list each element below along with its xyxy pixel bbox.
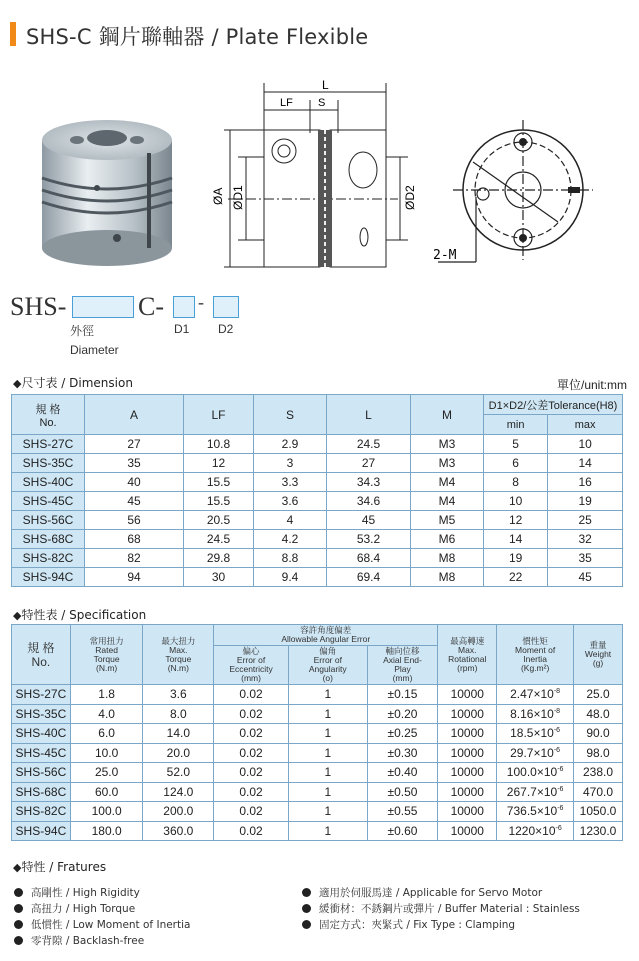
dim-D1-label: ØD1: [231, 185, 245, 210]
value-cell: $18.5\times 10^{-6}$: [497, 724, 574, 744]
feature-item: 低慣性 / Low Moment of Inertia: [14, 917, 190, 932]
feature-item: 零背隙 / Backlash-free: [14, 933, 144, 948]
value-cell: ±0.20: [367, 704, 438, 724]
value-cell: 1050.0: [574, 802, 623, 822]
value-cell: 0.02: [214, 802, 289, 822]
model-cell: SHS-45C: [12, 492, 85, 511]
dimension-heading: ◆尺寸表 / Dimension: [13, 376, 133, 390]
value-cell: 56: [85, 511, 184, 530]
value-cell: 45: [548, 568, 623, 587]
bullet-icon: [14, 888, 23, 897]
value-cell: 45: [85, 492, 184, 511]
value-cell: 20.5: [184, 511, 254, 530]
value-cell: 22: [484, 568, 548, 587]
unit-label: 單位/unit:mm: [556, 378, 627, 392]
model-cell: SHS-56C: [12, 763, 71, 783]
value-cell: 52.0: [143, 763, 214, 783]
dimension-row: [12, 454, 623, 473]
dimension-row: [12, 568, 623, 587]
value-cell: 90.0: [574, 724, 623, 744]
specification-row: [12, 802, 623, 822]
value-cell: 5: [484, 435, 548, 454]
value-cell: 35: [548, 549, 623, 568]
dimension-table: 規 格 No. A LF S L M D1×D2/公差Tolerance(H8) min max SHS-27C 27 10.8 2.9 24.5 M3 5 10 SHS-35C 35 12 3 27 M3 6 14 SHS-40C 40 15.5 3.3 34.3 M4 8 16 SHS-45C 45 15.5 3.6 34.6 M4 10 19 SHS-56C 56 20.5 4 45 M5 12 25 SHS-68C 68 24.5 4.2 53.2 M6 14 32 SHS-82C 82 29.8 8.8 68.4 M8 19 35 SHS-94C 94 30 9.4 69.4 M8 22 45: [11, 394, 623, 587]
value-cell: 10.0: [70, 743, 143, 763]
value-cell: 10: [484, 492, 548, 511]
d2-label: D2: [218, 322, 234, 336]
value-cell: 3.6: [254, 492, 327, 511]
value-cell: 3: [254, 454, 327, 473]
product-photo: [22, 118, 192, 268]
value-cell: 1.8: [70, 685, 143, 705]
feature-item: 高扭力 / High Torque: [14, 901, 135, 916]
dim-S-label: S: [318, 97, 326, 109]
value-cell: $267.7\times 10^{-6}$: [497, 782, 574, 802]
model-cell: SHS-68C: [12, 530, 85, 549]
value-cell: ±0.30: [367, 743, 438, 763]
diameter-label-en: Diameter: [70, 343, 119, 357]
bullet-icon: [14, 936, 23, 945]
model-cell: SHS-56C: [12, 511, 85, 530]
feature-item: 適用於伺服馬達 / Applicable for Servo Motor: [302, 885, 542, 900]
value-cell: 94: [85, 568, 184, 587]
model-cell: SHS-40C: [12, 473, 85, 492]
dim-LF-label: LF: [280, 97, 293, 109]
value-cell: M4: [411, 492, 484, 511]
value-cell: M3: [411, 454, 484, 473]
value-cell: 15.5: [184, 473, 254, 492]
value-cell: 69.4: [327, 568, 411, 587]
specification-row: [12, 763, 623, 783]
dimension-row: [12, 473, 623, 492]
value-cell: 10000: [438, 802, 497, 822]
value-cell: 10.8: [184, 435, 254, 454]
value-cell: ±0.15: [367, 685, 438, 705]
value-cell: 200.0: [143, 802, 214, 822]
value-cell: 238.0: [574, 763, 623, 783]
specification-table: 規 格 No. 常用扭力 Rated Torque (N.m) 最大扭力 Max. Torque (N.m) 容許角度偏差 Allowable Angular Error 最高轉速 Max. Rotational (rpm) 慣性矩 Moment of Inertia (Kg.m²) 重量 Weight (g) 偏心 Error of Eccentricity (mm) 偏角 Error of Angularity (o) 軸向位移 Axial End- Play (mm) SHS-27C 1.8 3.6 0.02 1 ±0.15 10000 $2.47\times 10^{-8}$ 25.0 SHS-35C 4.0 8.0 0.02 1 ±0.20 10000 $8.16\times 10^{-8}$ 48.0 SHS-40C 6.0 14.0 0.02 1 ±0.25 10000 $18.5\times 10^{-6}$ 90.0 SHS-45C 10.0 20.0 0.02 1 ±0.30 10000 $29.7\times 10^{-6}$ 98.0 SHS-56C 25.0 52.0 0.02 1 ±0.40 10000 $100.0\times 10^{-6}$ 238.0 SHS-68C 60.0 124.0 0.02 1 ±0.50 10000 $267.7\times 10^{-6}$ 470.0 SHS-82C 100.0 200.0 0.02 1 ±0.55 10000 $736.5\times 10^{-6}$ 1050.0 SHS-94C 180.0 360.0 0.02 1 ±0.60 10000 $1220\times 10^{-6}$ 1230.0: [11, 624, 623, 841]
value-cell: 24.5: [184, 530, 254, 549]
specification-row: [12, 782, 623, 802]
value-cell: $2.47\times 10^{-8}$: [497, 685, 574, 705]
dimension-row: [12, 511, 623, 530]
value-cell: 60.0: [70, 782, 143, 802]
bullet-icon: [14, 904, 23, 913]
value-cell: 45: [327, 511, 411, 530]
value-cell: 0.02: [214, 782, 289, 802]
bullet-icon: [302, 888, 311, 897]
value-cell: ±0.50: [367, 782, 438, 802]
value-cell: 14.0: [143, 724, 214, 744]
model-cell: SHS-27C: [12, 435, 85, 454]
value-cell: $100.0\times 10^{-6}$: [497, 763, 574, 783]
value-cell: 14: [484, 530, 548, 549]
dimension-row: [12, 435, 623, 454]
value-cell: $736.5\times 10^{-6}$: [497, 802, 574, 822]
value-cell: 360.0: [143, 821, 214, 841]
value-cell: 1: [288, 743, 367, 763]
diameter-label-cn: 外徑: [70, 324, 95, 338]
specification-row: [12, 704, 623, 724]
value-cell: $1220\times 10^{-6}$: [497, 821, 574, 841]
value-cell: 24.5: [327, 435, 411, 454]
front-view-drawing: [428, 112, 633, 277]
value-cell: 53.2: [327, 530, 411, 549]
value-cell: 4: [254, 511, 327, 530]
value-cell: $8.16\times 10^{-8}$: [497, 704, 574, 724]
value-cell: ±0.60: [367, 821, 438, 841]
value-cell: 4.0: [70, 704, 143, 724]
specification-row: [12, 821, 623, 841]
value-cell: 10000: [438, 685, 497, 705]
value-cell: 4.2: [254, 530, 327, 549]
value-cell: 0.02: [214, 724, 289, 744]
value-cell: 8: [484, 473, 548, 492]
value-cell: M5: [411, 511, 484, 530]
model-dash: -: [198, 292, 204, 312]
value-cell: 10: [548, 435, 623, 454]
value-cell: 19: [484, 549, 548, 568]
value-cell: 10000: [438, 743, 497, 763]
value-cell: 1230.0: [574, 821, 623, 841]
model-cell: SHS-45C: [12, 743, 71, 763]
bullet-icon: [302, 904, 311, 913]
value-cell: 1: [288, 685, 367, 705]
exponent: -8: [553, 688, 561, 696]
value-cell: 3.3: [254, 473, 327, 492]
value-cell: 0.02: [214, 743, 289, 763]
value-cell: 98.0: [574, 743, 623, 763]
model-cell: SHS-82C: [12, 549, 85, 568]
dimension-row: [12, 549, 623, 568]
model-cell: SHS-40C: [12, 724, 71, 744]
dimension-row: [12, 530, 623, 549]
value-cell: 6: [484, 454, 548, 473]
value-cell: 0.02: [214, 821, 289, 841]
value-cell: 12: [184, 454, 254, 473]
value-cell: 0.02: [214, 704, 289, 724]
specification-row: [12, 724, 623, 744]
exponent: -6: [557, 766, 564, 774]
value-cell: M8: [411, 549, 484, 568]
value-cell: 32: [548, 530, 623, 549]
value-cell: M8: [411, 568, 484, 587]
exponent: -8: [553, 707, 561, 715]
value-cell: 10000: [438, 782, 497, 802]
exponent: -6: [557, 785, 564, 793]
value-cell: 1: [288, 821, 367, 841]
value-cell: ±0.40: [367, 763, 438, 783]
model-cell: SHS-94C: [12, 821, 71, 841]
value-cell: 8.8: [254, 549, 327, 568]
value-cell: 6.0: [70, 724, 143, 744]
model-prefix: SHS-: [10, 292, 67, 321]
feature-item: 固定方式：夾緊式 / Fix Type : Clamping: [302, 917, 515, 932]
exponent: -6: [553, 746, 561, 754]
value-cell: $29.7\times 10^{-6}$: [497, 743, 574, 763]
value-cell: 10000: [438, 821, 497, 841]
value-cell: 29.8: [184, 549, 254, 568]
value-cell: 470.0: [574, 782, 623, 802]
value-cell: 2.9: [254, 435, 327, 454]
dim-A-label: ØA: [211, 187, 225, 205]
model-mid: C-: [138, 292, 164, 321]
value-cell: 25.0: [574, 685, 623, 705]
value-cell: 1: [288, 704, 367, 724]
value-cell: 25.0: [70, 763, 143, 783]
value-cell: M4: [411, 473, 484, 492]
model-cell: SHS-35C: [12, 454, 85, 473]
value-cell: 48.0: [574, 704, 623, 724]
exponent: -6: [555, 824, 562, 832]
value-cell: 82: [85, 549, 184, 568]
bullet-icon: [14, 920, 23, 929]
value-cell: ±0.55: [367, 802, 438, 822]
diameter-input-box[interactable]: [72, 296, 134, 318]
value-cell: 27: [327, 454, 411, 473]
value-cell: 10000: [438, 724, 497, 744]
feature-item: 高剛性 / High Rigidity: [14, 885, 140, 900]
value-cell: M6: [411, 530, 484, 549]
side-view-drawing: [198, 75, 428, 285]
value-cell: 68.4: [327, 549, 411, 568]
d1-input-box[interactable]: [173, 296, 195, 318]
value-cell: 10000: [438, 704, 497, 724]
value-cell: 0.02: [214, 685, 289, 705]
value-cell: 1: [288, 802, 367, 822]
value-cell: 40: [85, 473, 184, 492]
value-cell: 100.0: [70, 802, 143, 822]
value-cell: M3: [411, 435, 484, 454]
bullet-icon: [302, 920, 311, 929]
d2-input-box[interactable]: [213, 296, 239, 318]
value-cell: 27: [85, 435, 184, 454]
exponent: -6: [553, 727, 561, 735]
value-cell: ±0.25: [367, 724, 438, 744]
exponent: -6: [557, 805, 564, 813]
value-cell: 30: [184, 568, 254, 587]
specification-row: [12, 743, 623, 763]
dimension-row: [12, 492, 623, 511]
feature-item: 緩衝材：不銹鋼片或彈片 / Buffer Material : Stainless: [302, 901, 580, 916]
value-cell: 14: [548, 454, 623, 473]
dim-D2-label: ØD2: [403, 185, 417, 210]
value-cell: 16: [548, 473, 623, 492]
d1-label: D1: [174, 322, 190, 336]
screw-label: 2-M: [433, 248, 457, 263]
value-cell: 34.3: [327, 473, 411, 492]
value-cell: 1: [288, 724, 367, 744]
model-cell: SHS-35C: [12, 704, 71, 724]
value-cell: 124.0: [143, 782, 214, 802]
value-cell: 12: [484, 511, 548, 530]
specification-row: [12, 685, 623, 705]
specification-heading: ◆特性表 / Specification: [13, 608, 147, 622]
model-cell: SHS-68C: [12, 782, 71, 802]
value-cell: 3.6: [143, 685, 214, 705]
features-heading: ◆特性 / Fratures: [13, 860, 107, 874]
value-cell: 180.0: [70, 821, 143, 841]
value-cell: 25: [548, 511, 623, 530]
title-accent-bar: [10, 22, 16, 46]
value-cell: 15.5: [184, 492, 254, 511]
page-title: SHS-C 鋼片聯軸器 / Plate Flexible: [26, 25, 369, 49]
value-cell: 9.4: [254, 568, 327, 587]
model-cell: SHS-94C: [12, 568, 85, 587]
value-cell: 10000: [438, 763, 497, 783]
value-cell: 8.0: [143, 704, 214, 724]
dim-L-label: L: [322, 78, 329, 92]
model-cell: SHS-27C: [12, 685, 71, 705]
value-cell: 68: [85, 530, 184, 549]
value-cell: 35: [85, 454, 184, 473]
value-cell: 1: [288, 782, 367, 802]
value-cell: 1: [288, 763, 367, 783]
model-cell: SHS-82C: [12, 802, 71, 822]
value-cell: 19: [548, 492, 623, 511]
value-cell: 34.6: [327, 492, 411, 511]
value-cell: 20.0: [143, 743, 214, 763]
value-cell: 0.02: [214, 763, 289, 783]
